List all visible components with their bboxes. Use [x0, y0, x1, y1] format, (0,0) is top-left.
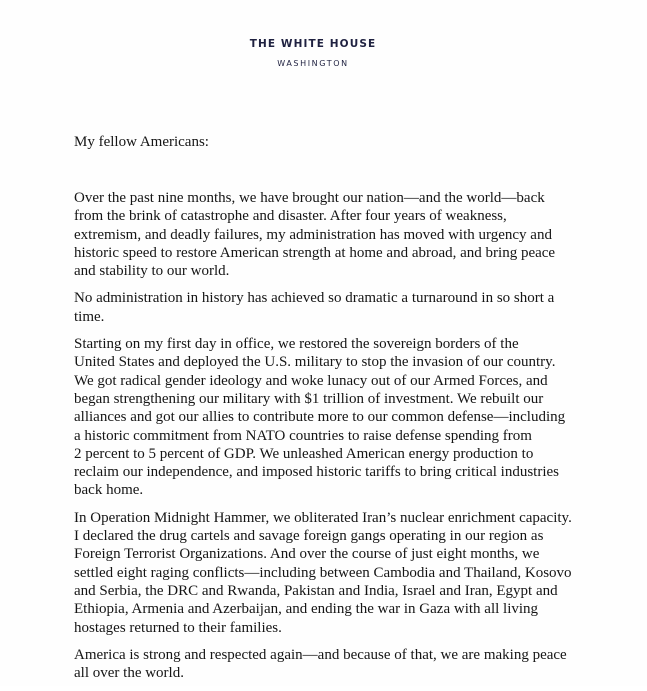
letterhead: [0, 37, 626, 69]
text-line: and Serbia, the DRC and Rwanda, Pakistan and India, Israel and Iran, Egypt and: [74, 582, 558, 599]
text-line: Ethiopia, Armenia and Azerbaijan, and ending the war in Gaza with all living: [74, 601, 539, 618]
text-line: reclaim our independence, and imposed historic tariffs to bring critical industries: [74, 464, 559, 481]
text-line: all over the world.: [74, 665, 184, 682]
paragraph-5: [74, 646, 634, 683]
text-line: United States and deployed the U.S. military to stop the invasion of our country.: [74, 354, 556, 371]
text-line: time.: [74, 308, 105, 325]
text-line: back home.: [74, 482, 144, 499]
letter-body: [74, 132, 634, 691]
text-line: and stability to our world.: [74, 263, 230, 280]
paragraph-4: [74, 509, 634, 637]
text-line: I declared the drug cartels and savage foreign gangs operating in our region as: [74, 528, 544, 545]
text-line: America is strong and respected again—and because of that, we are making peace: [74, 646, 567, 663]
text-line: settled eight raging conflicts—including between Cambodia and Thailand, Kosovo: [74, 564, 572, 581]
text-line: historic speed to restore American strength at home and abroad, and bring peace: [74, 244, 556, 261]
text-line: a historic commitment from NATO countries to raise defense spending from: [74, 427, 532, 444]
text-line: In Operation Midnight Hammer, we obliterated Iran’s nuclear enrichment capacity.: [74, 509, 572, 526]
text-line: hostages returned to their families.: [74, 619, 282, 636]
text-line: We got radical gender ideology and woke lunacy out of our Armed Forces, and: [74, 372, 548, 389]
text-line: from the brink of catastrophe and disaster. After four years of weakness,: [74, 208, 507, 225]
text-line: alliances and got our allies to contribute more to our common defense—including: [74, 409, 566, 426]
letterhead-title: THE WHITE HOUSE: [249, 38, 377, 50]
salutation: My fellow Americans:: [74, 134, 209, 150]
text-line: Starting on my first day in office, we restored the sovereign borders of the: [74, 336, 519, 353]
text-line: Foreign Terrorist Organizations. And over the course of just eight months, we: [74, 546, 540, 563]
text-line: began strengthening our military with $1 trillion of investment. We rebuilt our: [74, 390, 544, 407]
paragraph-3: [74, 335, 634, 500]
paragraph-1: [74, 189, 634, 280]
text-line: Over the past nine months, we have brought our nation—and the world—back: [74, 190, 545, 206]
paragraph-2: [74, 289, 634, 326]
text-line: No administration in history has achieved so dramatic a turnaround in so short a: [74, 290, 555, 307]
letterhead-subtitle: WASHINGTON: [277, 59, 349, 68]
text-line: 2 percent to 5 percent of GDP. We unleashed American energy production to: [74, 445, 534, 462]
text-line: extremism, and deadly failures, my administration has moved with urgency and: [74, 226, 552, 243]
